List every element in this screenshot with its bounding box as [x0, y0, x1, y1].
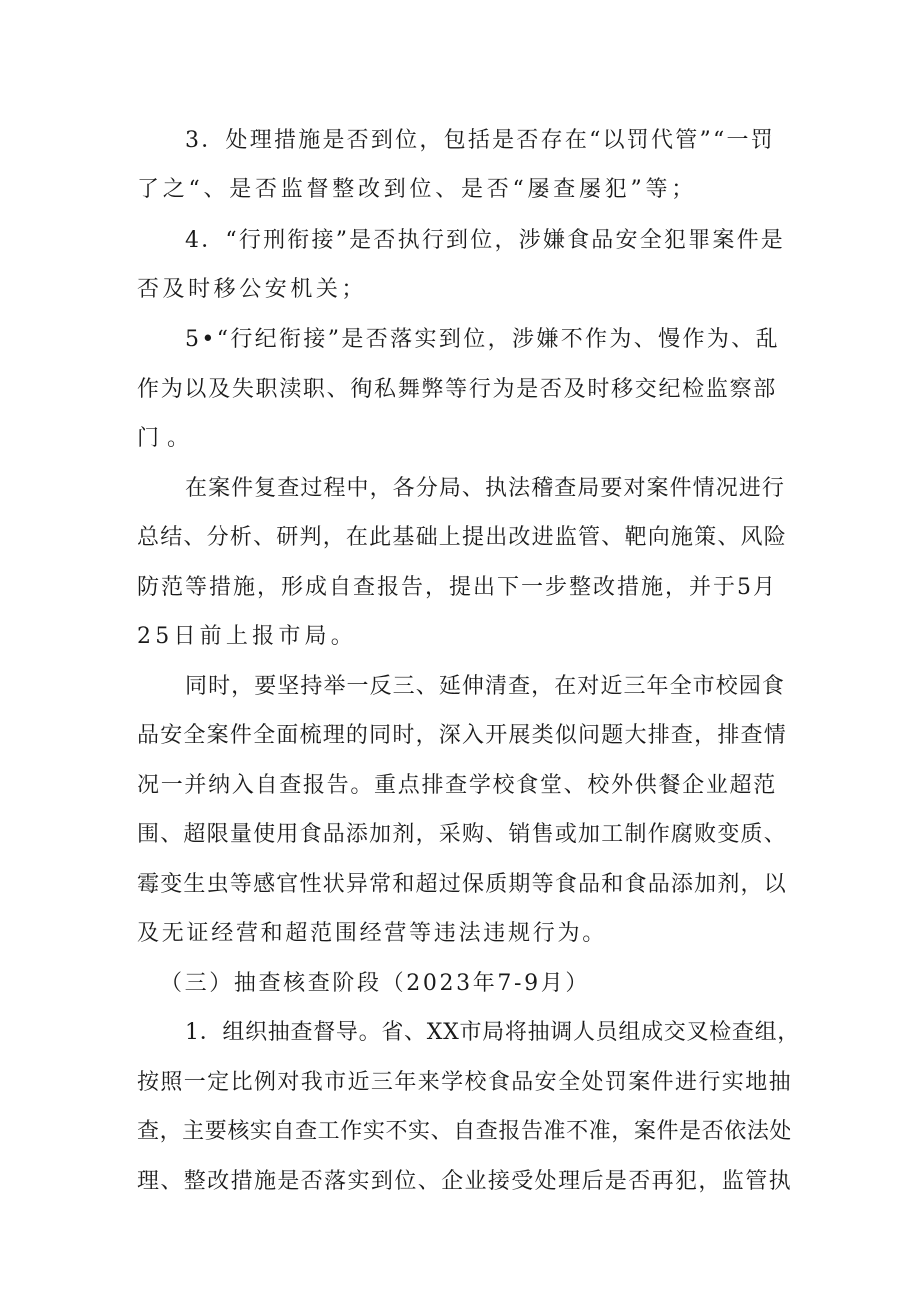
text-line: 作为以及失职渎职、徇私舞弊等行为是否及时移交纪检监察部	[137, 377, 777, 402]
text-line: 在案件复查过程中，各分局、执法稽查局要对案件情况进行	[185, 476, 785, 501]
text-line: 1．组织抽查督导。省、XX市局将抽调人员组成交叉检查组，	[185, 1020, 800, 1045]
text-line: 25日前上报市局。	[137, 624, 357, 649]
text-line: 同时，要坚持举一反三、延伸清查，在对近三年全市校园食	[185, 674, 785, 699]
text-line: 品安全案件全面梳理的同时，深入开展类似问题大排查，排查情	[137, 723, 787, 748]
text-line: 5•“行纪衔接”是否落实到位，涉嫌不作为、慢作为、乱	[185, 327, 780, 352]
text-line: 总结、分析、研判，在此基础上提出改进监管、靶向施策、风险	[137, 525, 787, 550]
text-line: 及无证经营和超范围经营等违法违规行为。	[137, 921, 607, 946]
text-line: 按照一定比例对我市近三年来学校食品安全处罚案件进行实地抽	[137, 1070, 792, 1095]
text-line: 况一并纳入自查报告。重点排查学校食堂、校外供餐企业超范	[137, 773, 777, 798]
text-line: 防范等措施，形成自查报告，提出下一步整改措施，并于5月	[137, 575, 777, 600]
section-heading: （三）抽查核查阶段（2023年7-9月）	[160, 971, 590, 996]
text-line: 围、超限量使用食品添加剂，采购、销售或加工制作腐败变质、	[137, 822, 787, 847]
text-line: 了之“、是否监督整改到位、是否“屡查屡犯”等；	[137, 177, 697, 202]
text-line: 理、整改措施是否落实到位、企业接受处理后是否再犯，监管执	[137, 1169, 792, 1194]
text-line: 霉变生虫等感官性状异常和超过保质期等食品和食品添加剂，以	[137, 872, 787, 897]
text-line: 否及时移公安机关；	[137, 277, 367, 302]
text-line: 门。	[137, 426, 197, 451]
text-line: 3．处理措施是否到位，包括是否存在“以罚代管”“一罚	[185, 128, 775, 153]
text-line: 4．“行刑衔接”是否执行到位，涉嫌食品安全犯罪案件是	[185, 228, 785, 253]
text-line: 查，主要核实自查工作实不实、自查报告准不准，案件是否依法处	[137, 1119, 792, 1144]
